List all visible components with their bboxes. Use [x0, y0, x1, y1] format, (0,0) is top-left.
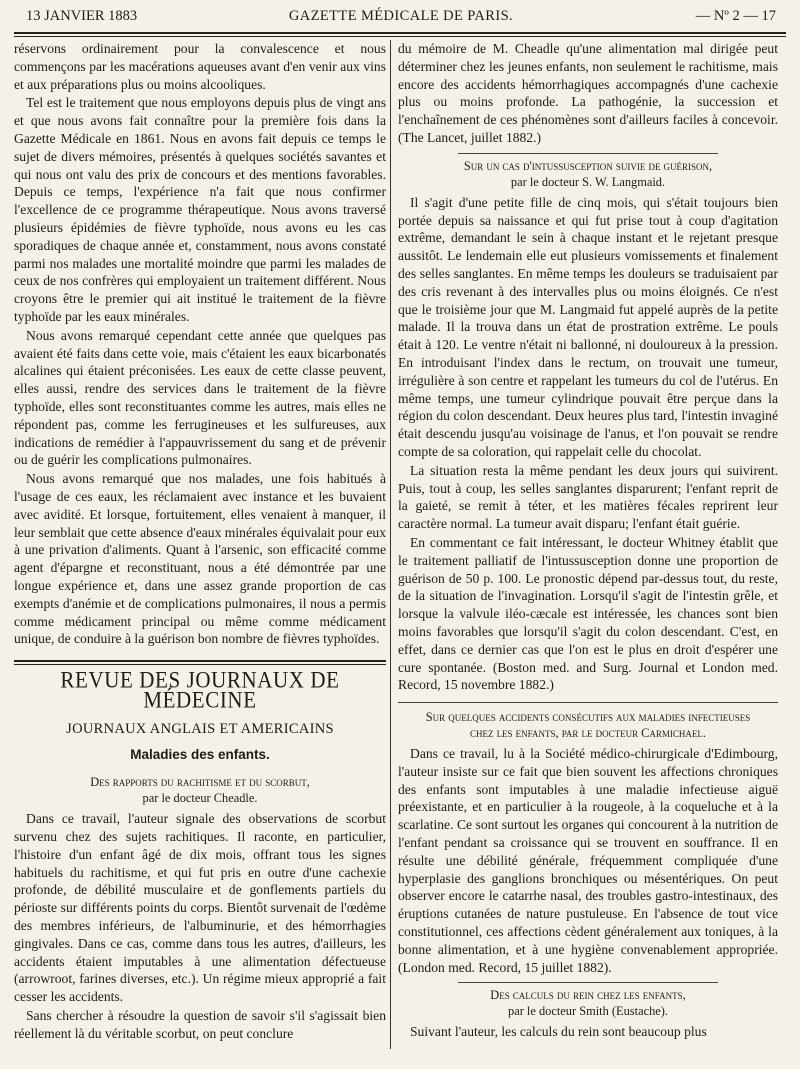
article-author-line: chez les enfants, par le docteur Carmichael. — [469, 726, 707, 741]
paragraph: Dans ce travail, lu à la Société médico-chirurgicale d'Edimbourg, l'auteur insiste sur ce fait que bien souvent les affections chroniques des enfants sont imputables à une maladie infectieuse aiguë préexistante, et en particulier à la rougeole, à la coqueluche et à la scarlatine. Ce sont surtout les organes qui concourent à la nutrition de l'enfant pendant sa croissance qui se trouvent en souffrance. Il en résulte une débilité générale, fréquemment compliquée d'une hyperplasie des ganglions bronchiques ou mésentériques. On peut observer encore le catarrhe nasal, des troubles gastro-intestinaux, des éruptions cutanées de nature pustuleuse. En l'absence de tout vice constitutionnel, ces affections cèdent généralement aux toniques, à la bonne alimentation, et à une hygiène convenablement appropriée. (London med. Record, 15 juillet 1882). — [398, 746, 778, 975]
paragraph: Nous avons remarqué cependant cette année que quelques pas avaient été faits dans cette voie, mais c'étaient les eaux bicarbonatés alcalines qui étaient préconisées. Les eaux de cette classe peuvent, elles aussi, rendre des services dans le traitement de la fièvre typhoïde, elles sont reconstituantes comme les autres, mais elles ne répondent pas, comme les ferrugineuses et les sulfureuses, aux indications de remédier à l'appauvrissement du sang et de prévenir ou de guérir les complications pulmonaires. — [14, 327, 386, 468]
header-date: 13 JANVIER 1883 — [26, 8, 138, 24]
paragraph: Tel est le traitement que nous employons depuis plus de vingt ans et que nous avons fait connaître pour la première fois dans la Gazette Médicale en 1861. Nous en avons fait depuis ce temps le sujet de divers mémoires, présentés à quelques sociétés savantes et qui nous ont valu des prix de concours et des mentions favorables. Depuis ce temps, l'expérience n'a fait que nous confirmer l'excellence de ce programme thérapeutique. Nous avons traversé plusieurs épidémies de fièvre typhoïde, nous avons eu les cas sporadiques de chaque année et, constamment, nous avons constaté parmi nos malades une mortalité moindre que parmi les malades de ceux de nos confrères qui employaient un traitement différent. Nous croyons être le premier qui ait institué le traitement de la fièvre typhoïde par les eaux minérales. — [14, 95, 386, 324]
article-title-line: Des calculs du rein chez les enfants, — [490, 988, 686, 1003]
page-header — [24, 6, 778, 28]
paragraph: La situation resta la même pendant les deux jours qui suivirent. Puis, tout à coup, les selles sanglantes disparurent; l'enfant reprit de la gaieté, se remit à téter, et les matières fécales reprirent leur caractère normal. La tumeur avait disparu; l'enfant était guérie. — [398, 462, 778, 532]
header-rule — [14, 32, 786, 34]
subsection-heading: Maladies des enfants. — [130, 747, 270, 763]
left-column — [14, 40, 386, 1044]
revue-title: REVUE DES JOURNAUX DE MÉDECINE — [60, 666, 340, 713]
article-title — [398, 709, 778, 741]
right-column — [398, 40, 778, 1042]
paragraph: Suivant l'auteur, les calculs du rein sont beaucoup plus — [410, 1024, 707, 1040]
article-title — [398, 987, 778, 1019]
header-page-number: — Nº 2 — 17 — [695, 8, 776, 24]
header-rule-thin — [14, 36, 786, 37]
paragraph: En commentant ce fait intéressant, le docteur Whitney établit que le traitement palliatif de l'intussusception donne une proportion de guérison de 50 p. 100. Le pronostic dépend par-dessus tout, du reste, de la situation de l'invagination. Lorsqu'il s'agit de l'intestin grêle, et lorsque la valvule iléo-cæcale est intéressée, les chances sont bien moins favorables que lorsqu'il s'agit du colon descendant. C'est, en effet, dans ce dernier cas que l'on est le plus en droit d'espérer une cure spontanée. (Boston med. and Surg. Journal et London med. Record, 15 novembre 1882.) — [398, 534, 778, 693]
article-author-line: par le docteur Cheadle. — [142, 791, 258, 806]
article-title — [398, 158, 778, 190]
article-separator — [458, 982, 718, 983]
paragraph: Il s'agit d'une petite fille de cinq mois, qui s'était toujours bien portée depuis sa naissance et qui fut prise tout à coup d'agitation extrême, demandant le sein à chaque instant et le rejetant presque aussitôt. Le lendemain elle eut plusieurs vomissements et finalement des selles sanglantes. En même temps les douleurs se traduisaient par des cris revenant à des intervalles plus ou moins éloignés. Ce n'est que le troisième jour que M. Langmaid fut appelé auprès de la petite malade. Il la trouva dans un état de prostration extrême. Le pouls était à 120. Le ventre n'était ni ballonné, ni douloureux à la pression. En introduisant l'index dans le rectum, on trouvait une tumeur, irrégulière à son centre et rappelant les tumeurs du col de l'utérus. En même temps, une tumeur cylindrique pouvait être perçue dans la région du colon descendant. Deux heures plus tard, l'intestin invaginé était descendu jusqu'au voisinage de l'anus, et l'on pouvait se rendre compte de sa coloration, qui rappelait celle du chocolat. — [398, 194, 778, 459]
section-heading: JOURNAUX ANGLAIS ET AMERICAINS — [66, 720, 334, 737]
paragraph: Dans ce travail, l'auteur signale des observations de scorbut survenu chez des sujets rachitiques. Il raconte, en particulier, l'histoire d'un enfant âgé de dix mois, offrant tous les signes habituels du rachitisme, et qui fut pris en outre d'une cachexie profonde, de débilité musculaire et de gonflements partiels du périoste sur différents points du corps. Bientôt survenait de l'œdème des membres inférieurs, de l'albuminurie, et des hémorrhagies gingivales. Dans ce cas, comme dans tous les autres, d'ailleurs, les accidents étaient imputables à une alimentation défectueuse (arrowroot, farines diverses, etc.). Un régime mieux approprié a fait cesser les accidents. — [14, 811, 386, 1005]
article-title-line: Des rapports du rachitisme et du scorbut, — [90, 775, 310, 790]
article-separator — [398, 702, 778, 703]
article-title-line: Sur quelques accidents consécutifs aux maladies infectieuses — [425, 710, 751, 725]
header-title: GAZETTE MÉDICALE DE PARIS. — [288, 8, 514, 24]
article-author-line: par le docteur Smith (Eustache). — [508, 1004, 668, 1019]
article-title-line: Sur un cas d'intussusception suivie de guérison, — [463, 158, 713, 173]
article-author-line: par le docteur S. W. Langmaid. — [510, 174, 666, 189]
article-title — [14, 774, 386, 806]
paragraph: du mémoire de M. Cheadle qu'une alimentation mal dirigée peut déterminer chez les jeunes enfants, non seulement le rachitisme, mais encore des accidents hémorrhagiques accompagnés d'une cachexie plus ou moins profonde. La pathogénie, la succession et l'enchaînement de ces phénomènes sont d'ailleurs faciles à concevoir. (The Lancet, juillet 1882.) — [398, 41, 778, 145]
column-divider — [390, 40, 391, 1049]
section-rule — [14, 660, 386, 662]
paragraph: Sans chercher à résoudre la question de savoir s'il s'agissait bien réellement là du véritable scorbut, on peut conclure — [14, 1008, 386, 1041]
section-rule-thin — [14, 664, 386, 665]
paragraph: réservons ordinairement pour la convalescence et nous commençons par les macérations aqueuses avant d'en venir aux vins et aux préparations plus ou moins alcooliques. — [14, 41, 386, 92]
paragraph: Nous avons remarqué que nos malades, une fois habitués à l'usage de ces eaux, les réclamaient avec instance et les buvaient avec avidité. Et lorsque, fortuitement, elles venaient à manquer, il leur semblait que cette absence d'eaux minérales équivalait pour eux à une privation d'aliments. Quant à l'arsenic, son efficacité comme agent d'épargne et reconstituant, nous a été démontrée par une longue expérience et, dans une assez grande proportion de cas exempts d'anémie et de complications pulmonaires, il nous a permis comme médicament principal ou même comme médicament unique, de conduire à la guérison bon nombre de fièvres typhoïdes. — [14, 471, 386, 647]
article-separator — [458, 153, 718, 154]
